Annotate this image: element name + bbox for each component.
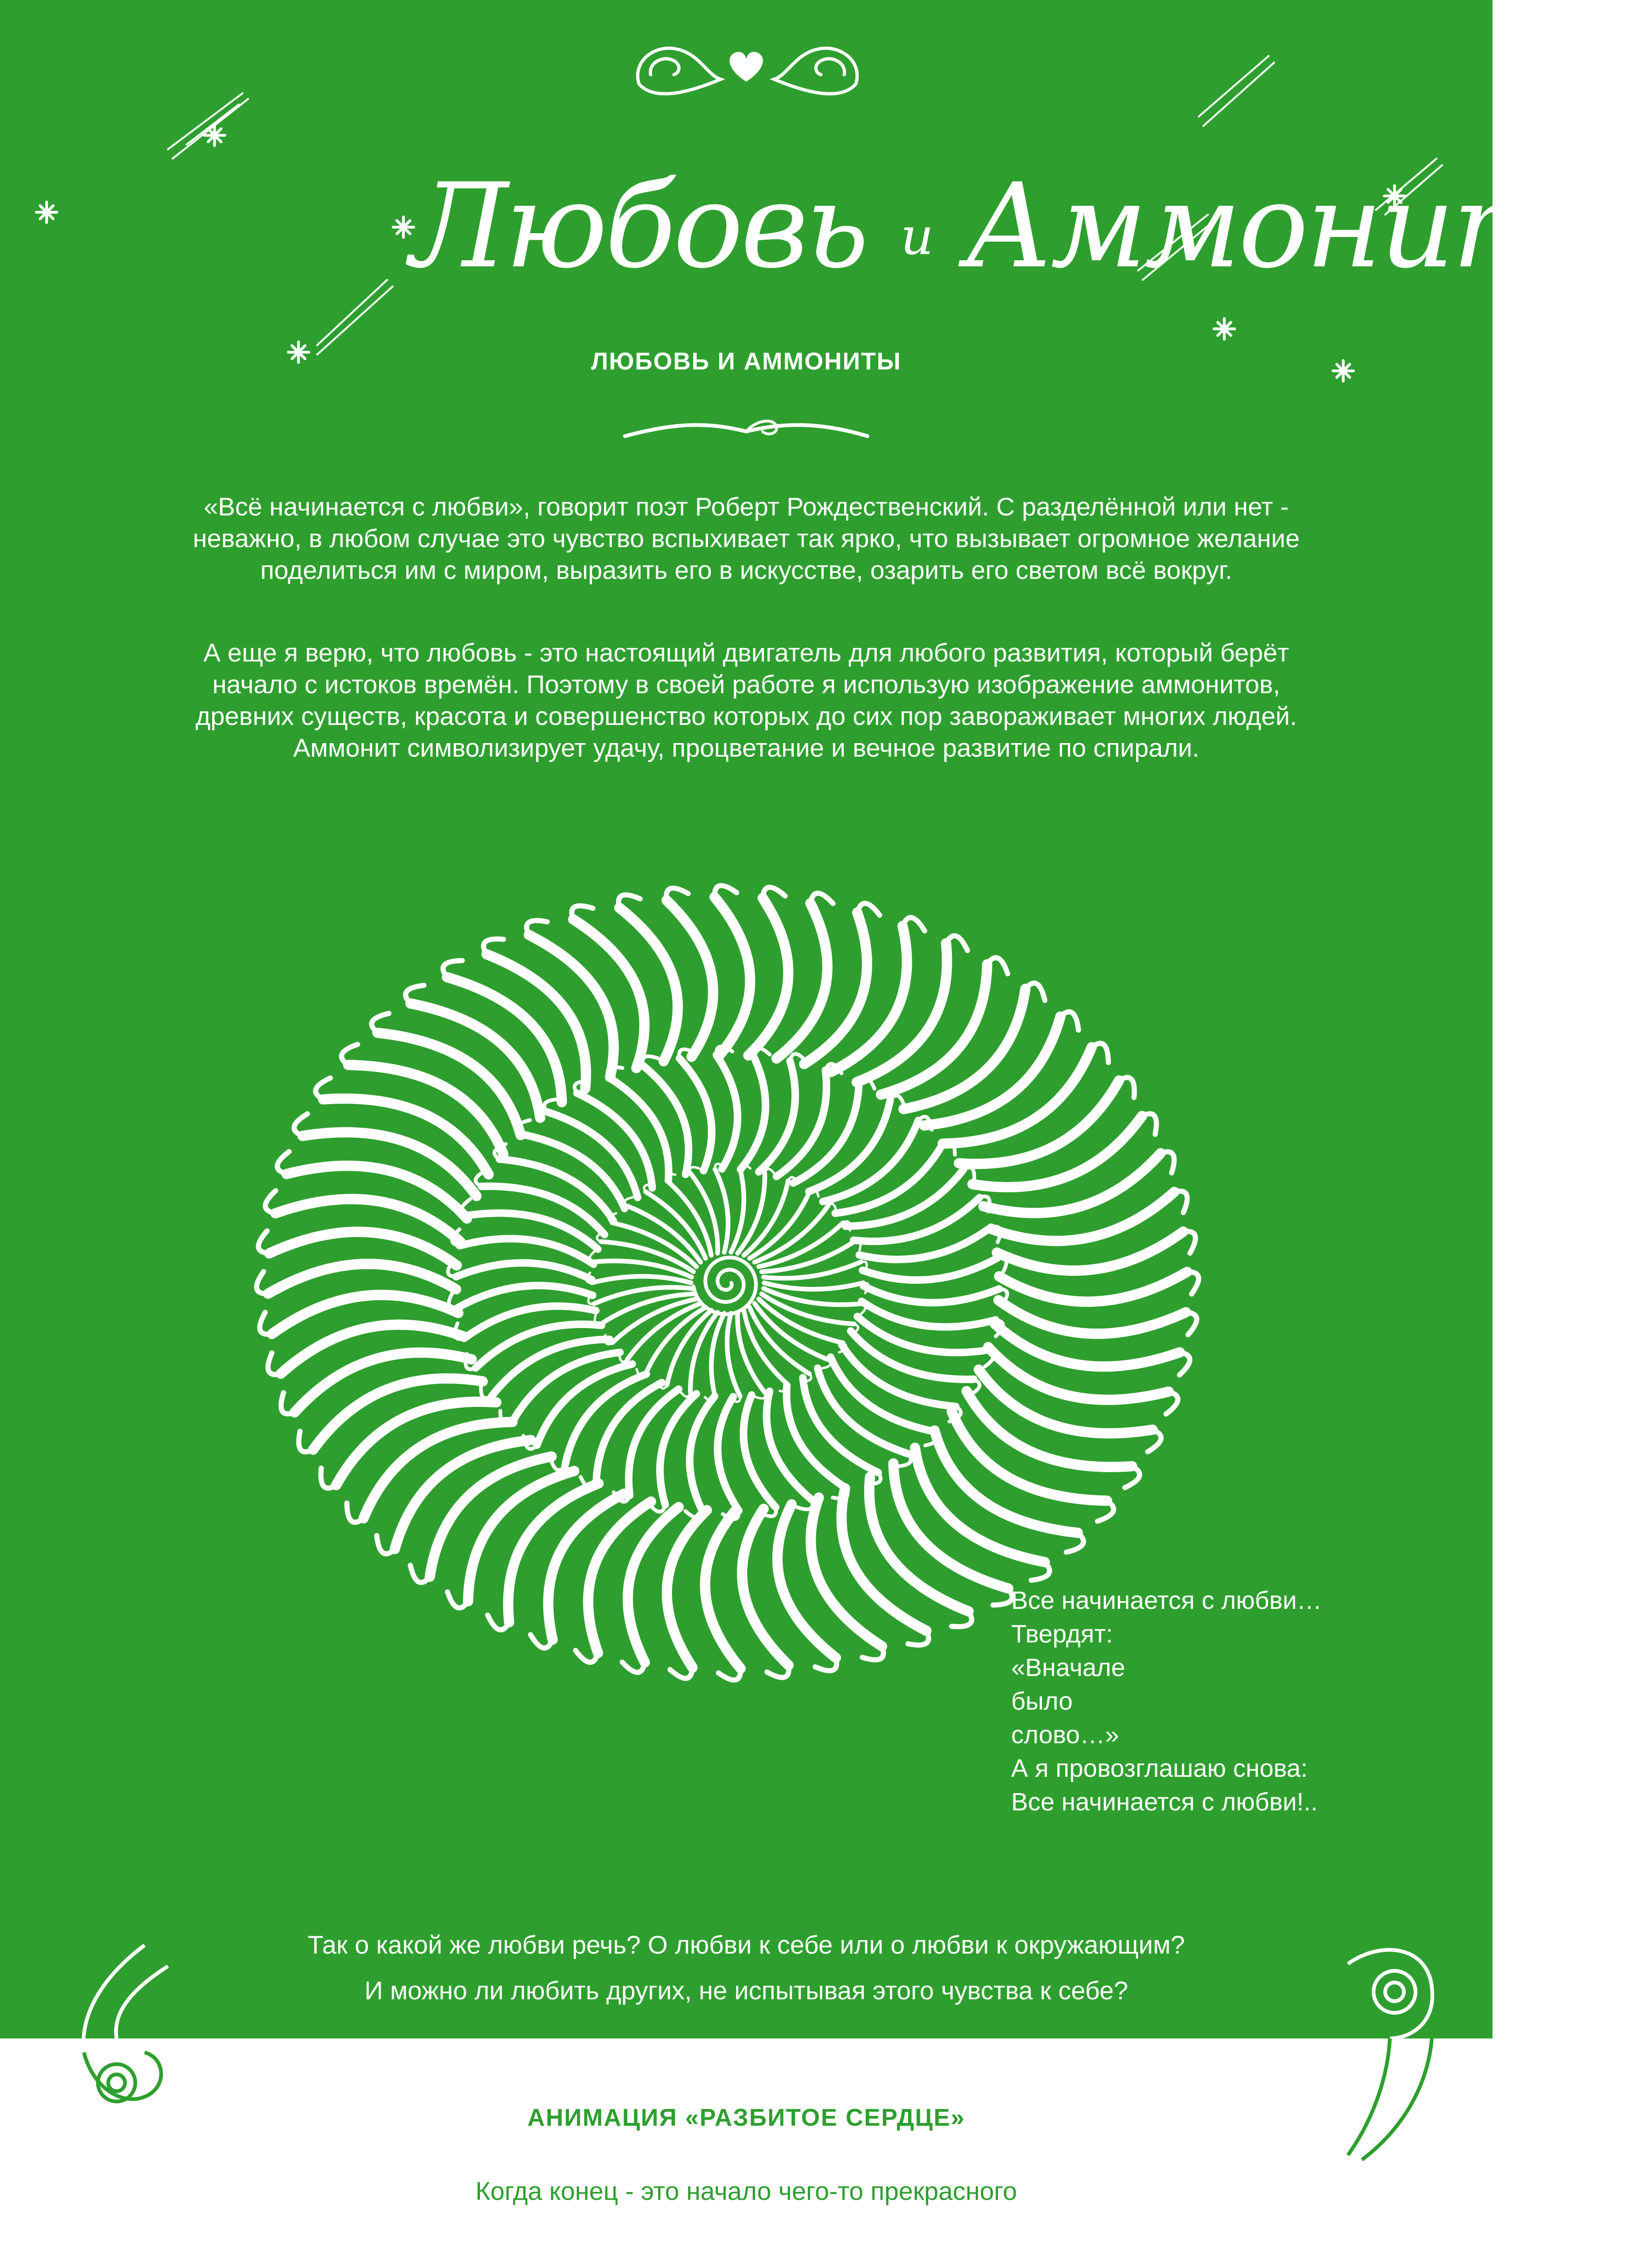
poem-line: Твердят:: [1011, 1620, 1113, 1648]
rosette-stroke: [286, 1166, 467, 1218]
poem-line: «Вначале: [1011, 1654, 1125, 1682]
poem-line: Все начинается с любви!..: [1011, 1788, 1318, 1816]
rosette-stroke: [629, 1389, 679, 1496]
poem-line: Все начинается с любви…: [1011, 1586, 1322, 1614]
intro-paragraph-1: [93, 491, 1399, 586]
poem-line: было: [1011, 1687, 1073, 1715]
rosette-curl: [527, 920, 547, 935]
flourish-divider-icon: [625, 421, 868, 436]
poem-line: слово…»: [1011, 1721, 1119, 1749]
paragraph-line: неважно, в любом случае это чувство вспыхивает так ярко, что вызывает огромное желание: [193, 524, 1300, 553]
rosette-stroke: [846, 1169, 964, 1226]
rosette-stroke: [588, 1502, 651, 1653]
rosette-stroke: [716, 1055, 737, 1169]
rosette-stroke: [690, 1396, 715, 1510]
bottom-ammonites: [0, 2038, 1492, 2247]
title-word-ammonites: Аммониты: [965, 158, 1652, 294]
rosette-stroke: [777, 1070, 826, 1176]
ammonite-icon: [84, 2052, 161, 2101]
rosette-curl: [1160, 1152, 1174, 1173]
rosette-curl: [1119, 1078, 1134, 1098]
rosette-stroke: [786, 1385, 846, 1488]
ammonite-icon: [1348, 2038, 1432, 2160]
rosette-curl: [908, 1631, 929, 1645]
rosette-stroke: [456, 1263, 592, 1280]
paragraph-line: поделиться им с миром, выразить его в искусстве, озарить его светом всё вокруг.: [260, 556, 1232, 584]
rosette-stroke: [881, 964, 987, 1094]
rosette-stroke: [762, 1294, 854, 1324]
title-word-love: Любовь: [410, 158, 867, 294]
rosette-stroke: [718, 1397, 739, 1510]
rosette-stroke: [988, 1347, 1169, 1400]
rosette-curl: [1142, 1114, 1157, 1134]
rosette-stroke: [841, 1489, 926, 1631]
rosette-curl: [862, 1646, 883, 1660]
paragraph-line: А еще я верю, что любовь - это настоящий двигатель для любого развития, который берёт: [203, 638, 1289, 667]
rosette-stroke: [715, 897, 750, 1055]
title-calligraphy: [410, 126, 1652, 327]
rosette-stroke: [999, 1272, 1187, 1302]
rosette-stroke: [972, 1116, 1142, 1187]
animation-title: АНИМАЦИЯ «РАЗБИТОЕ СЕРДЦЕ»: [527, 2104, 965, 2131]
rosette-center-spiral: [694, 1258, 756, 1315]
paragraph-line: Аммонит символизирует удачу, процветание и вечное развитие по спирали.: [293, 733, 1200, 762]
paragraph-line: древних существ, красота и совершенство которых до сих пор завораживает многих людей.: [195, 702, 1297, 730]
white-panel: [0, 2038, 1492, 2247]
poem-line: А я провозглашаю снова:: [1011, 1754, 1308, 1782]
rosette-stroke: [601, 1242, 694, 1272]
rosette-curl: [281, 1393, 295, 1414]
rosette-stroke: [863, 1286, 999, 1303]
title-word-and: и: [900, 206, 931, 266]
rosette-stroke: [268, 1264, 456, 1294]
rosette-stroke: [492, 1339, 610, 1396]
paragraph-line: начало с истоков времён. Поэтому в своей работе я использую изображение аммонитов,: [212, 670, 1280, 699]
ammonite-icon: [638, 48, 721, 94]
rosette-stroke: [711, 1314, 724, 1397]
question-line-1: Так о какой же любви речь? О любви к себе или о любви к окружающим?: [307, 1930, 1185, 1959]
rosette-stroke: [313, 1378, 483, 1450]
rosette-stroke: [869, 1477, 969, 1611]
intro-paragraph-2: [93, 637, 1399, 764]
paragraph-line: «Всё начинается с любви», говорит поэт Роберт Рождественский. С разделённой или нет -: [203, 492, 1289, 521]
rosette-stroke: [529, 935, 614, 1077]
rosette-stroke: [764, 1283, 863, 1289]
poem: [1011, 1584, 1384, 1819]
rosette-curl: [572, 906, 593, 919]
page-subtitle: ЛЮБОВЬ И АММОНИТЫ: [591, 348, 902, 375]
rosette-stroke: [804, 912, 867, 1064]
rosette-stroke: [468, 1471, 575, 1601]
rosette-stroke: [609, 1078, 669, 1180]
rosette-curl: [321, 1468, 336, 1488]
question-line-2: И можно ли любить других, не испытывая этого чувства к себе?: [364, 1976, 1128, 2005]
rosette-stroke: [592, 1276, 691, 1283]
rosette-stroke: [741, 1056, 766, 1169]
rosette-stroke: [486, 954, 586, 1089]
heart-icon: [729, 52, 763, 82]
ammonite-icon: [774, 48, 857, 94]
rosette-curl: [299, 1431, 313, 1452]
rosette-stroke: [731, 1169, 744, 1252]
rosette-stroke: [705, 1511, 741, 1669]
animation-subtitle: Когда конец - это начало чего-то прекрасного: [475, 2177, 1017, 2205]
